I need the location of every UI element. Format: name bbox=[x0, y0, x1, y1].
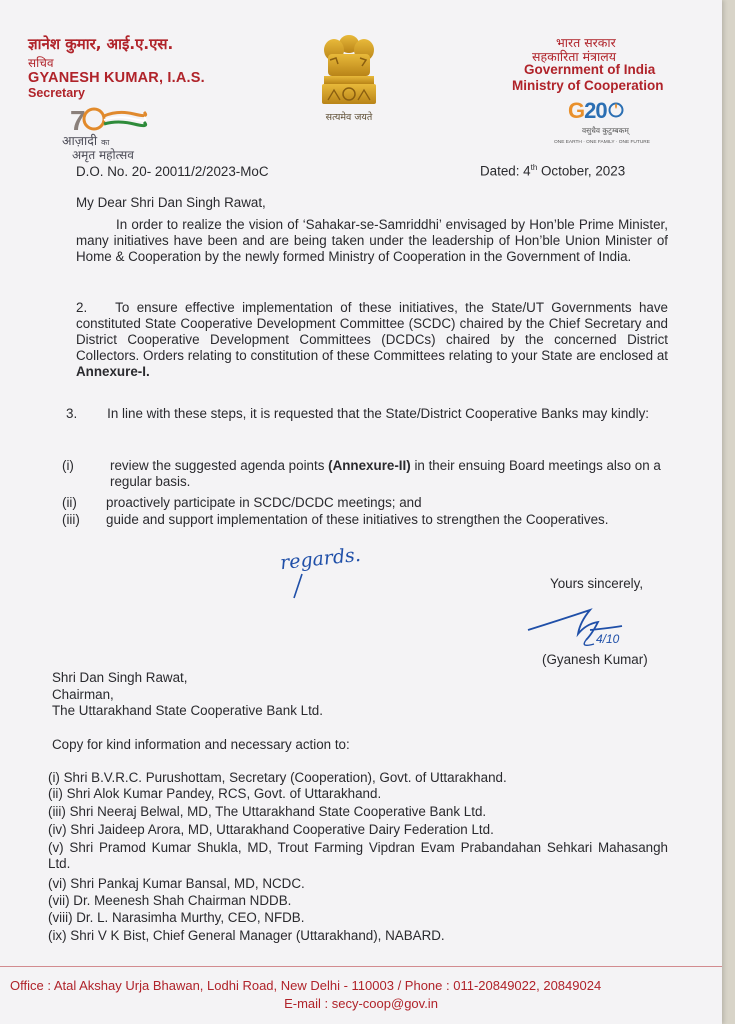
national-emblem-icon bbox=[316, 30, 382, 122]
copy-recipient: (vii) Dr. Meenesh Shah Chairman NDDB. bbox=[48, 893, 292, 908]
letter-date: Dated: 4th October, 2023 bbox=[480, 163, 626, 179]
addressee-name: Shri Dan Singh Rawat, bbox=[52, 670, 188, 685]
sender-hindi-title: सचिव bbox=[28, 56, 54, 70]
do-number: D.O. No. 20- 20011/2/2023-MoC bbox=[76, 164, 269, 179]
gov-hindi-line2: सहकारिता मंत्रालय bbox=[532, 49, 616, 64]
emblem-motto: सत्यमेव जयते bbox=[325, 112, 373, 123]
azadi-line1: आज़ादी bbox=[62, 133, 98, 148]
footer-divider bbox=[0, 966, 722, 967]
footer-email: E-mail : secy-coop@gov.in bbox=[284, 996, 438, 1011]
addressee-organisation: The Uttarakhand State Cooperative Bank Ltd. bbox=[52, 703, 323, 718]
sender-name: GYANESH KUMAR, I.A.S. bbox=[28, 70, 205, 86]
paragraph-3: 3. In line with these steps, it is requested that the State/District Cooperative Banks may kindly: bbox=[66, 406, 650, 421]
gov-english-line1: Government of India bbox=[524, 62, 656, 77]
copy-recipient: (ii) Shri Alok Kumar Pandey, RCS, Govt. of Uttarakhand. bbox=[48, 786, 382, 801]
copy-recipient: (iv) Shri Jaideep Arora, MD, Uttarakhand Cooperative Dairy Federation Ltd. bbox=[48, 822, 494, 837]
g20-logo-text: 20 bbox=[584, 98, 607, 123]
lotus-globe-icon bbox=[608, 102, 624, 118]
g20-hindi: वसुधैव कुटुम्बकम् bbox=[582, 126, 629, 135]
gov-hindi-line1: भारत सरकार bbox=[556, 35, 616, 50]
svg-text:7: 7 bbox=[70, 105, 86, 136]
copy-recipient: (viii) Dr. L. Narasimha Murthy, CEO, NFDB. bbox=[48, 910, 305, 925]
azadi-ka: का bbox=[101, 138, 110, 147]
copy-recipient: (vi) Shri Pankaj Kumar Bansal, MD, NCDC. bbox=[48, 876, 305, 891]
closing: Yours sincerely, bbox=[550, 576, 644, 591]
g20-logo: G20 वसुधैव कुटुम्बकम् ONE EARTH · ONE FAMILY · ONE FUTURE bbox=[554, 98, 650, 145]
copy-recipient: (iii) Shri Neeraj Belwal, MD, The Uttarakhand State Cooperative Bank Ltd. bbox=[48, 804, 487, 819]
list-item: (i) review the suggested agenda points (Annexure-II) in their ensuing Board meetings also on a regular basis. bbox=[62, 458, 661, 489]
azadi-ka-amrit-mahotsav-logo bbox=[60, 102, 160, 162]
salutation: My Dear Shri Dan Singh Rawat, bbox=[76, 195, 266, 210]
signatory-name: (Gyanesh Kumar) bbox=[542, 652, 648, 667]
copy-recipient: (ix) Shri V K Bist, Chief General Manager (Uttarakhand), NABARD. bbox=[48, 928, 445, 943]
footer-office: Office : Atal Akshay Urja Bhawan, Lodhi Road, New Delhi - 110003 / Phone : 011-20849022, 20849024 bbox=[10, 978, 602, 993]
azadi-line2: अमृत महोत्सव bbox=[72, 148, 134, 162]
handwritten-stroke bbox=[290, 572, 310, 602]
copy-intro: Copy for kind information and necessary action to: bbox=[52, 737, 350, 752]
handwritten-regards: regards. bbox=[279, 543, 362, 575]
g20-tagline: ONE EARTH · ONE FAMILY · ONE FUTURE bbox=[554, 140, 650, 145]
paragraph-1: In order to realize the vision of ‘Sahakar-se-Samriddhi’ envisaged by Hon’ble Prime Minister, many initiatives have been and are being taken under the leadership of Hon’ble Union Minister of Home & Cooperation by the newly formed Ministry of Cooperation in the Government of India. bbox=[76, 217, 668, 264]
signature-date: 4/10 bbox=[596, 632, 620, 646]
addressee-designation: Chairman, bbox=[52, 687, 114, 702]
signature-icon bbox=[520, 600, 660, 656]
sender-hindi-name: ज्ञानेश कुमार, आई.ए.एस. bbox=[28, 35, 174, 53]
copy-recipient: (i) Shri B.V.R.C. Purushottam, Secretary (Cooperation), Govt. of Uttarakhand. bbox=[48, 770, 507, 785]
paragraph-2: 2. To ensure effective implementation of these initiatives, the State/UT Governments have constituted State Cooperative Development Committee (SCDC) chaired by the Chief Secretary and District Cooperative Development Committees (DCDCs) chaired by the concerned District Collectors. Orders relating to constitution of these Committees relating to your State are enclosed at Annexure-I. bbox=[76, 300, 668, 379]
gov-english-line2: Ministry of Cooperation bbox=[512, 78, 664, 93]
list-item: (iii) guide and support implementation of these initiatives to strengthen the Cooperatives. bbox=[62, 512, 609, 527]
sender-title: Secretary bbox=[28, 86, 85, 100]
copy-recipient: (v) Shri Pramod Kumar Shukla, MD, Trout Farming Vipdran Evam Prabandahan Sehkari Mahasangh Ltd. bbox=[48, 840, 668, 871]
list-item: (ii) proactively participate in SCDC/DCDC meetings; and bbox=[62, 495, 422, 510]
